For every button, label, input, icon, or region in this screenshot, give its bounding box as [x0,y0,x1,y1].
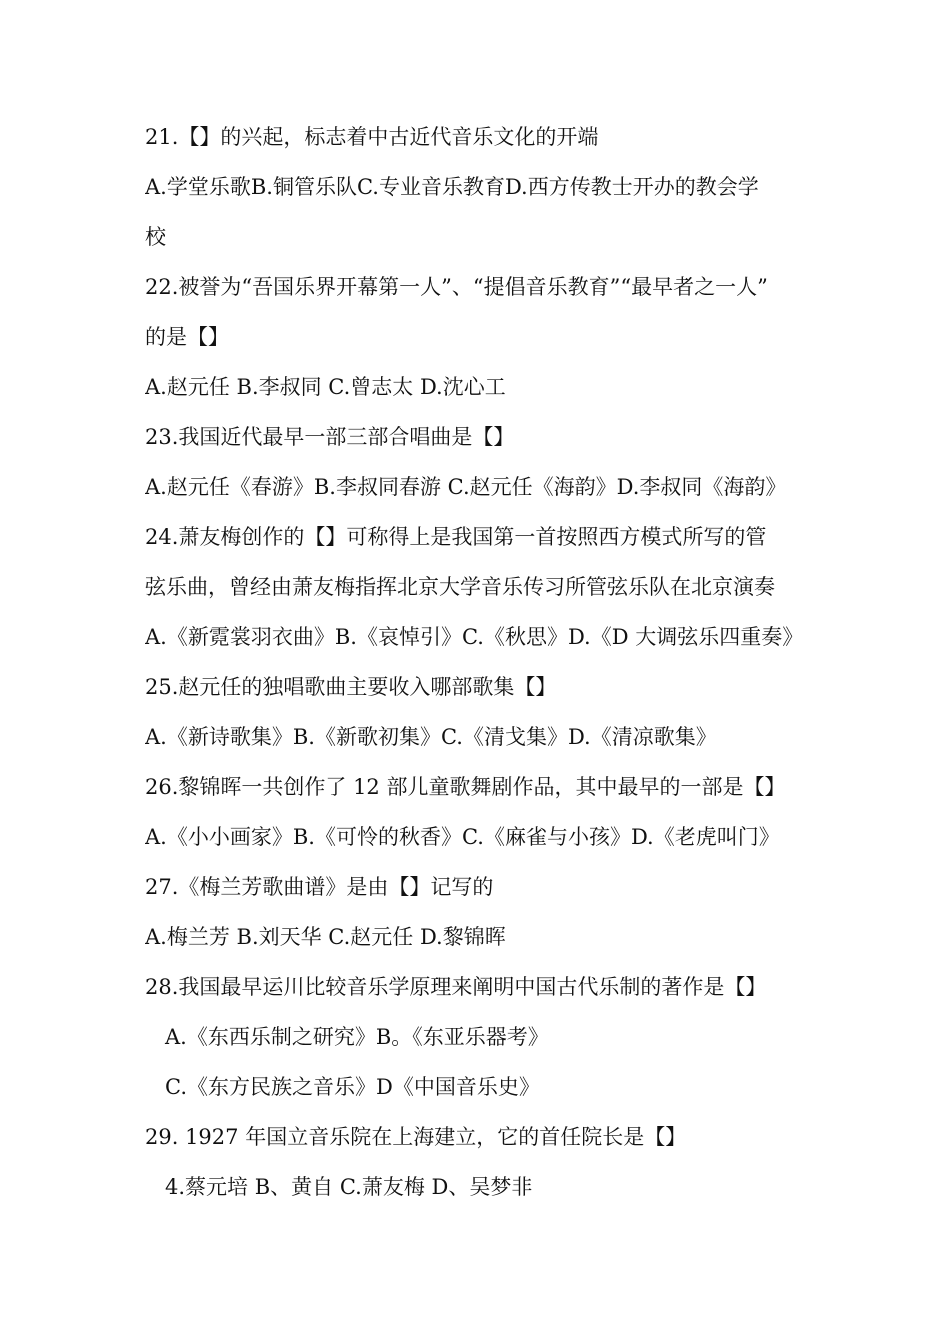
question-22-options: A.赵元任 B.李叔同 C.曾志太 D.沈心工 [145,375,506,399]
question-21-options-cont: 校 [145,225,166,249]
question-29-options: 4.蔡元培 B、黄自 C.萧友梅 D、吴梦非 [165,1175,533,1199]
question-24-stem-cont: 弦乐曲，曾经由萧友梅指挥北京大学音乐传习所管弦乐队在北京演奏 [145,575,775,599]
question-21-stem: 21.【】的兴起，标志着中古近代音乐文化的开端 [145,125,599,149]
question-list [145,112,815,1212]
question-23-stem: 23.我国近代最早一部三部合唱曲是【】 [145,425,515,449]
question-24-options: A.《新霓裳羽衣曲》B.《哀悼引》C.《秋思》D.《D 大调弦乐四重奏》 [145,625,804,649]
question-26-options: A.《小小画家》B.《可怜的秋香》C.《麻雀与小孩》D.《老虎叫门》 [145,825,780,849]
question-23-options: A.赵元任《春游》B.李叔同春游 C.赵元任《海韵》D.李叔同《海韵》 [145,475,787,499]
question-22-stem-cont: 的是【】 [145,325,229,349]
question-25-stem: 25.赵元任的独唱歌曲主要收入哪部歌集【】 [145,675,557,699]
question-21-options: A.学堂乐歌B.铜管乐队C.专业音乐教育D.西方传教士开办的教会学 [145,175,759,199]
question-22-stem: 22.被誉为“吾国乐界开幕第一人”、“提倡音乐教育”“最早者之一人” [145,275,768,299]
question-24-stem: 24.萧友梅创作的【】可称得上是我国第一首按照西方模式所写的管 [145,525,767,549]
question-27-options: A.梅兰芳 B.刘天华 C.赵元任 D.黎锦晖 [145,925,506,949]
question-27-stem: 27.《梅兰芳歌曲谱》是由【】记写的 [145,875,494,899]
question-25-options: A.《新诗歌集》B.《新歌初集》C.《清戈集》D.《清凉歌集》 [145,725,717,749]
question-28-options-cd: C.《东方民族之音乐》D《中国音乐史》 [165,1075,540,1099]
question-28-stem: 28.我国最早运川比较音乐学原理来阐明中国古代乐制的著作是【】 [145,975,767,999]
question-29-stem: 29. 1927 年国立音乐院在上海建立，它的首任院长是【】 [145,1125,687,1149]
question-28-options-ab: A.《东西乐制之研究》B。《东亚乐器考》 [165,1025,549,1049]
question-26-stem: 26.黎锦晖一共创作了 12 部儿童歌舞剧作品，其中最早的一部是【】 [145,775,786,799]
